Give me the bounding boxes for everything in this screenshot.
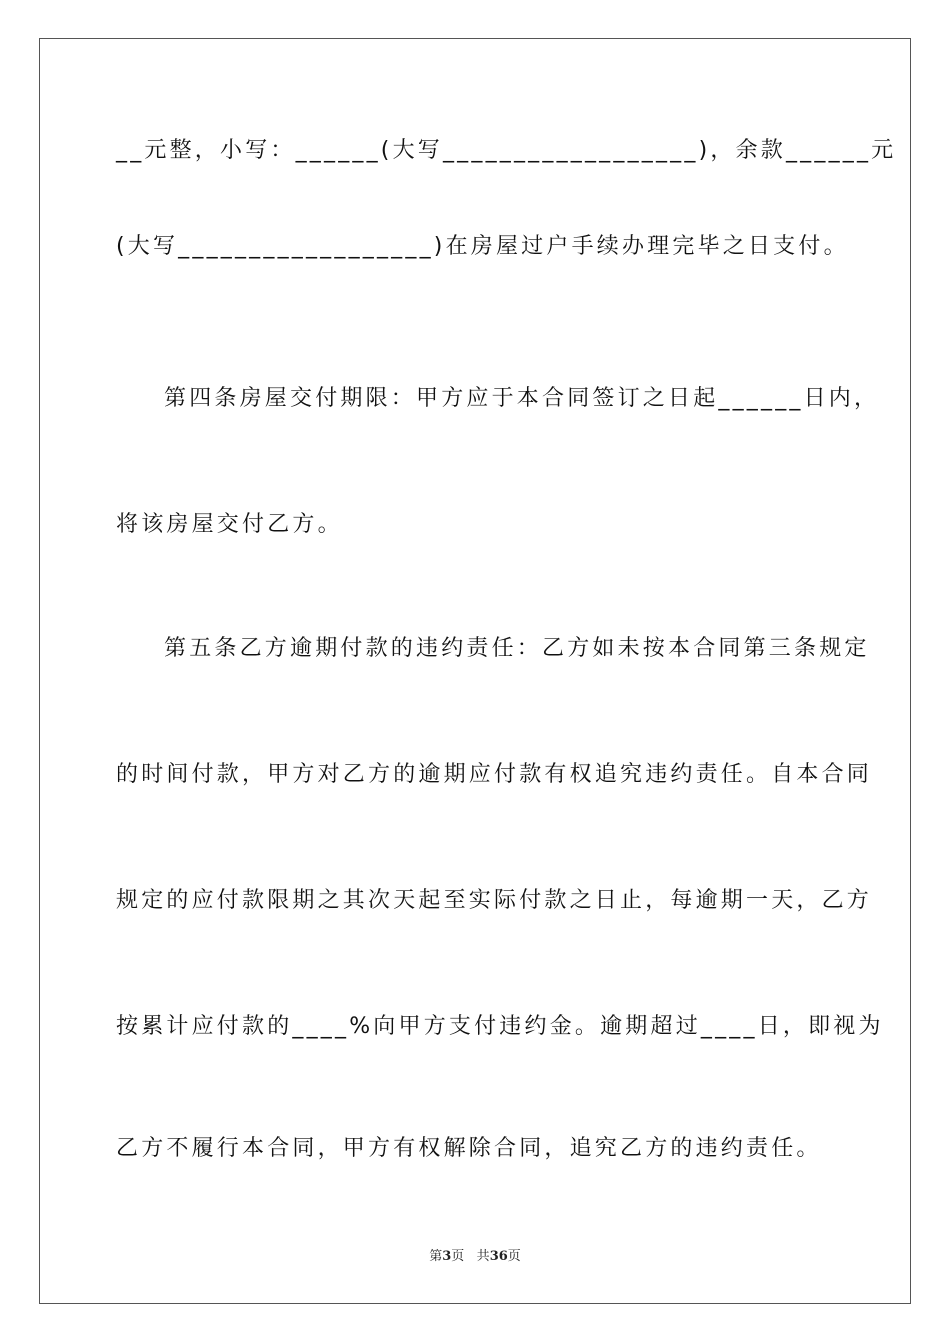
footer-page-prefix: 第 bbox=[429, 1249, 443, 1264]
clause-5-line-4: 按累计应付款的____%向甲方支付违约金。逾期超过____日，即视为 bbox=[116, 1014, 884, 1039]
footer-page-suffix: 页 bbox=[451, 1249, 465, 1264]
footer-total-suffix: 页 bbox=[507, 1249, 521, 1264]
footer-page-number: 3 bbox=[442, 1249, 452, 1264]
clause-5-line-5: 乙方不履行本合同，甲方有权解除合同，追究乙方的违约责任。 bbox=[116, 1136, 822, 1161]
clause-5-line-2: 的时间付款，甲方对乙方的逾期应付款有权追究违约责任。自本合同 bbox=[116, 762, 873, 787]
clause-5-line-3: 规定的应付款限期之其次天起至实际付款之日止，每逾期一天，乙方 bbox=[116, 888, 873, 913]
clause-4-line-2: 将该房屋交付乙方。 bbox=[116, 512, 343, 537]
clause-5-line-1: 第五条乙方逾期付款的违约责任：乙方如未按本合同第三条规定 bbox=[164, 636, 870, 661]
clause-4-line-1: 第四条房屋交付期限：甲方应于本合同签订之日起______日内， bbox=[164, 386, 880, 411]
text-line-1: __元整，小写：______(大写__________________)，余款______元 bbox=[116, 138, 897, 163]
page-footer bbox=[0, 1248, 950, 1266]
page-border bbox=[39, 38, 911, 1304]
footer-total-prefix: 共 bbox=[476, 1249, 490, 1264]
text-line-2: (大写__________________)在房屋过户手续办理完毕之日支付。 bbox=[116, 234, 849, 259]
footer-total-pages: 36 bbox=[489, 1249, 508, 1264]
